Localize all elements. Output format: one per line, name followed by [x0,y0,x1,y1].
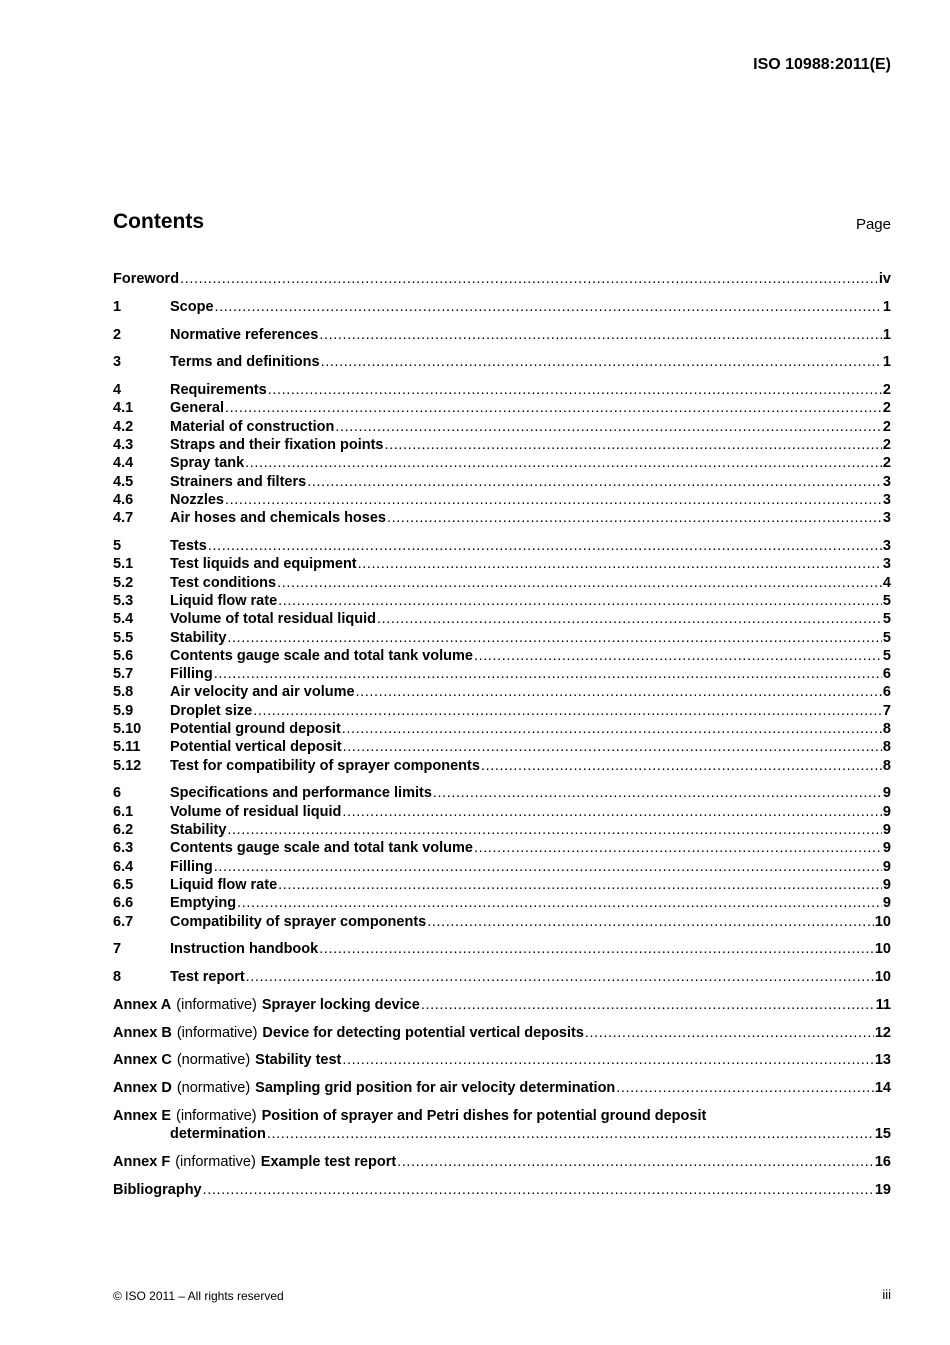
toc-group [113,784,891,930]
dot-leader [307,473,882,491]
toc-entry-number: 4.7 [113,510,134,527]
toc-entry-page: 2 [882,418,891,435]
annex-title: Example test report [260,1154,397,1171]
annex-type: (normative) [176,1080,251,1097]
toc-entry-number: 5.3 [113,592,134,609]
table-of-contents [113,270,891,1209]
dot-leader [321,353,882,371]
toc-entry-number: 6.3 [113,840,134,857]
toc-entry-title: Liquid flow rate [170,592,278,609]
dot-leader [397,1153,874,1171]
annex-page: 11 [875,996,891,1013]
annex-type: (informative) [175,1154,256,1171]
annex-entry[interactable] [113,1153,891,1171]
toc-entry[interactable] [113,647,891,665]
dot-leader [616,1079,874,1097]
toc-entry-title: Contents gauge scale and total tank volume [170,840,473,857]
annex-title: Sampling grid position for air velocity determination [255,1080,616,1097]
toc-entry-title: Stability [170,822,227,839]
toc-entry-title: Terms and definitions [170,354,320,371]
toc-entry[interactable] [113,803,891,821]
dot-leader [245,454,882,472]
annex-title: Position of sprayer and Petri dishes for potential ground deposit [261,1108,707,1125]
bibliography-page: 19 [874,1181,891,1198]
toc-entry-title: Instruction handbook [170,941,319,958]
dot-leader [214,665,882,683]
toc-entry-title: Specifications and performance limits [170,785,432,802]
toc-entry-title: Test conditions [170,574,277,591]
annex-group [113,1024,891,1042]
toc-entry[interactable] [113,784,891,802]
dot-leader [342,720,882,738]
dot-leader [268,381,882,399]
contents-heading: Contents [113,210,204,233]
toc-entry-number: 4.3 [113,437,134,454]
dot-leader [214,858,882,876]
toc-entry[interactable] [113,940,891,958]
toc-entry[interactable] [113,913,891,931]
dot-leader [387,509,882,527]
toc-entry-page: 3 [882,473,891,490]
annex-entry[interactable] [113,1079,891,1097]
toc-entry-page: 9 [882,858,891,875]
annex-title-continued: determination [170,1126,266,1143]
annex-type: (normative) [176,1052,251,1069]
toc-entry-number: 4.5 [113,473,134,490]
toc-entry-number: 5.2 [113,574,134,591]
toc-entry-number: 5.7 [113,666,134,683]
toc-entry-title: Liquid flow rate [170,876,278,893]
dot-leader [225,399,882,417]
dot-leader [343,738,882,756]
page-column-label: Page [855,216,891,233]
dot-leader [278,592,882,610]
toc-entry-page: 2 [882,455,891,472]
toc-entry-title: Volume of total residual liquid [170,611,376,628]
toc-entry[interactable] [113,665,891,683]
toc-entry-title: Straps and their fixation points [170,437,384,454]
toc-entry-page: 1 [882,326,891,343]
toc-entry-page: 4 [882,574,891,591]
toc-entry-page: 5 [882,629,891,646]
toc-entry-number: 5.4 [113,611,134,628]
dot-leader [253,702,882,720]
toc-entry-page: 8 [882,721,891,738]
dot-leader [358,555,882,573]
toc-entry-page: 9 [882,803,891,820]
toc-entry-number: 5.1 [113,556,134,573]
toc-entry-number: 7 [113,941,122,958]
toc-entry-number: 5.10 [113,721,142,738]
toc-entry-page: 3 [882,510,891,527]
dot-leader [277,574,882,592]
toc-entry[interactable] [113,353,891,371]
toc-entry-title: Stability [170,629,227,646]
annex-page: 15 [874,1126,891,1143]
annex-entry-continued[interactable] [113,1125,891,1143]
toc-entry-page: 2 [882,437,891,454]
toc-entry-page: 9 [882,840,891,857]
toc-entry-title: Emptying [170,895,237,912]
toc-group [113,940,891,958]
toc-entry[interactable] [113,683,891,701]
annex-label: Annex C [113,1052,172,1069]
dot-leader [421,996,875,1014]
toc-entry-number: 6.5 [113,876,134,893]
annex-page: 14 [874,1080,891,1097]
toc-group [113,968,891,986]
toc-entry[interactable] [113,757,891,775]
toc-entry-page: 5 [882,647,891,664]
toc-entry-title: Test liquids and equipment [170,556,357,573]
annex-page: 13 [874,1052,891,1069]
dot-leader [227,821,882,839]
annex-label: Annex A [113,996,172,1013]
dot-leader [180,270,878,288]
dot-leader [585,1024,874,1042]
toc-entry-title: Nozzles [170,491,224,508]
toc-entry[interactable] [113,509,891,527]
dot-leader [377,610,882,628]
toc-entry-title: Spray tank [170,455,245,472]
toc-entry[interactable] [113,738,891,756]
page-number: iii [882,1287,891,1302]
toc-entry[interactable] [113,399,891,417]
toc-group [113,353,891,371]
toc-entry[interactable] [113,436,891,454]
toc-entry[interactable] [113,555,891,573]
toc-entry-number: 6.7 [113,913,134,930]
annex-label: Annex B [113,1024,172,1041]
annex-type: (informative) [176,1024,258,1041]
toc-entry-number: 2 [113,326,122,343]
toc-entry-title: Scope [170,298,214,315]
toc-group [113,326,891,344]
annex-entry[interactable] [113,996,891,1014]
toc-entry-number: 4.4 [113,455,134,472]
annex-group [113,1051,891,1069]
toc-entry-title: Contents gauge scale and total tank volume [170,647,473,664]
annex-page: 12 [874,1024,891,1041]
toc-entry[interactable] [113,968,891,986]
toc-entry[interactable] [113,876,891,894]
toc-entry[interactable] [113,821,891,839]
annex-entry[interactable] [113,1051,891,1069]
toc-entry[interactable] [113,894,891,912]
toc-group [113,298,891,316]
toc-entry-title: Compatibility of sprayer components [170,913,427,930]
annex-group [113,1153,891,1171]
toc-entry-page: 5 [882,611,891,628]
toc-entry-title: Test for compatibility of sprayer components [170,757,480,774]
toc-entry-number: 5.6 [113,647,134,664]
annex-title: Stability test [255,1052,342,1069]
toc-entry-page: 9 [882,822,891,839]
toc-entry-number: 4.2 [113,418,134,435]
toc-entry-page: 3 [882,538,891,555]
toc-entry-title: Droplet size [170,702,253,719]
toc-entry-title: Air hoses and chemicals hoses [170,510,386,527]
toc-entry-page: 9 [882,876,891,893]
toc-entry-title: Tests [170,538,207,555]
toc-entry-title: Filling [170,858,213,875]
dot-leader [474,839,882,857]
toc-entry-page: 1 [882,298,891,315]
annex-entry[interactable] [113,1107,891,1125]
toc-entry-page: 10 [874,941,891,958]
toc-entry-page: 2 [882,382,891,399]
dot-leader [342,803,882,821]
dot-leader [246,968,874,986]
toc-entry-title: Material of construction [170,418,335,435]
annex-label: Annex E [113,1108,172,1125]
annex-title: Device for detecting potential vertical deposits [262,1024,584,1041]
toc-entry[interactable] [113,537,891,555]
dot-leader [215,298,882,316]
annex-title: Sprayer locking device [261,996,420,1013]
toc-entry[interactable] [113,473,891,491]
toc-entry-number: 6.4 [113,858,134,875]
toc-entry-number: 5.12 [113,757,142,774]
toc-entry[interactable] [113,270,891,288]
annex-type: (informative) [176,1108,257,1125]
toc-entry-number: 5.11 [113,739,141,756]
toc-entry-number: 4.1 [113,400,134,417]
toc-entry-page: 10 [874,969,891,986]
toc-entry-number: 3 [113,354,122,371]
dot-leader [225,491,882,509]
toc-entry-title: Air velocity and air volume [170,684,355,701]
toc-entry[interactable] [113,326,891,344]
dot-leader [278,876,882,894]
toc-entry-number: 1 [113,298,122,315]
dot-leader [319,940,874,958]
toc-entry[interactable] [113,491,891,509]
copyright-notice: © ISO 2011 – All rights reserved [113,1289,284,1303]
toc-group [113,270,891,288]
toc-entry-page: iv [878,271,891,287]
dot-leader [385,436,882,454]
toc-entry-page: 1 [882,354,891,371]
toc-entry[interactable] [113,454,891,472]
toc-entry[interactable] [113,381,891,399]
toc-entry-title: Test report [170,969,245,986]
toc-entry-number: 6.2 [113,822,134,839]
annex-entry[interactable] [113,1024,891,1042]
dot-leader [227,629,882,647]
toc-entry-page: 8 [882,757,891,774]
bibliography-title: Bibliography [113,1181,202,1198]
dot-leader [208,537,882,555]
toc-entry-number: 4 [113,382,122,399]
toc-entry[interactable] [113,702,891,720]
toc-group [113,537,891,775]
document-id-header: ISO 10988:2011(E) [753,56,891,73]
toc-entry-title: Potential ground deposit [170,721,341,738]
dot-leader [203,1181,874,1199]
toc-entry-number: 6 [113,785,122,802]
dot-leader [342,1051,873,1069]
toc-entry[interactable] [113,858,891,876]
toc-entry[interactable] [113,592,891,610]
toc-entry[interactable] [113,298,891,316]
toc-entry-title: Volume of residual liquid [170,803,342,820]
toc-entry-page: 6 [882,684,891,701]
annex-group [113,1079,891,1097]
toc-entry-number: 6.6 [113,895,134,912]
annex-type: (informative) [176,996,257,1013]
toc-entry-title: General [170,400,224,417]
toc-entry-title: Potential vertical deposit [170,739,342,756]
dot-leader [356,683,882,701]
dot-leader [267,1125,874,1143]
toc-entry-number: 5.9 [113,702,134,719]
toc-entry-number: 5.8 [113,684,134,701]
toc-entry[interactable] [113,629,891,647]
annex-group [113,1107,891,1144]
toc-entry-title: Normative references [170,326,319,343]
toc-entry[interactable] [113,574,891,592]
dot-leader [237,894,882,912]
annex-label: Annex F [113,1154,171,1171]
toc-entry-page: 6 [882,666,891,683]
toc-entry-page: 5 [882,592,891,609]
toc-entry-page: 9 [882,785,891,802]
toc-entry[interactable] [113,418,891,436]
toc-entry-page: 9 [882,895,891,912]
dot-leader [474,647,882,665]
toc-entry[interactable] [113,720,891,738]
annex-label: Annex D [113,1080,172,1097]
toc-entry-number: 5 [113,538,122,555]
dot-leader [427,913,874,931]
bibliography-entry[interactable] [113,1181,891,1199]
dot-leader [433,784,882,802]
toc-entry[interactable] [113,839,891,857]
toc-entry-page: 3 [882,556,891,573]
toc-entry-page: 7 [882,702,891,719]
toc-entry-page: 2 [882,400,891,417]
toc-entry[interactable] [113,610,891,628]
dot-leader [335,418,882,436]
dot-leader [319,326,882,344]
annex-page: 16 [874,1154,891,1171]
toc-entry-number: 6.1 [113,803,134,820]
dot-leader [481,757,882,775]
toc-entry-number: 5.5 [113,629,134,646]
toc-entry-number: 8 [113,969,122,986]
toc-entry-page: 10 [874,913,891,930]
toc-entry-title: Strainers and filters [170,473,307,490]
toc-entry-title: Requirements [170,382,267,399]
annex-group [113,996,891,1014]
toc-group [113,381,891,527]
toc-entry-page: 8 [882,739,891,756]
toc-entry-number: 4.6 [113,491,134,508]
toc-entry-page: 3 [882,491,891,508]
toc-entry-title: Foreword [113,271,180,287]
bibliography-group [113,1181,891,1199]
toc-entry-title: Filling [170,666,213,683]
